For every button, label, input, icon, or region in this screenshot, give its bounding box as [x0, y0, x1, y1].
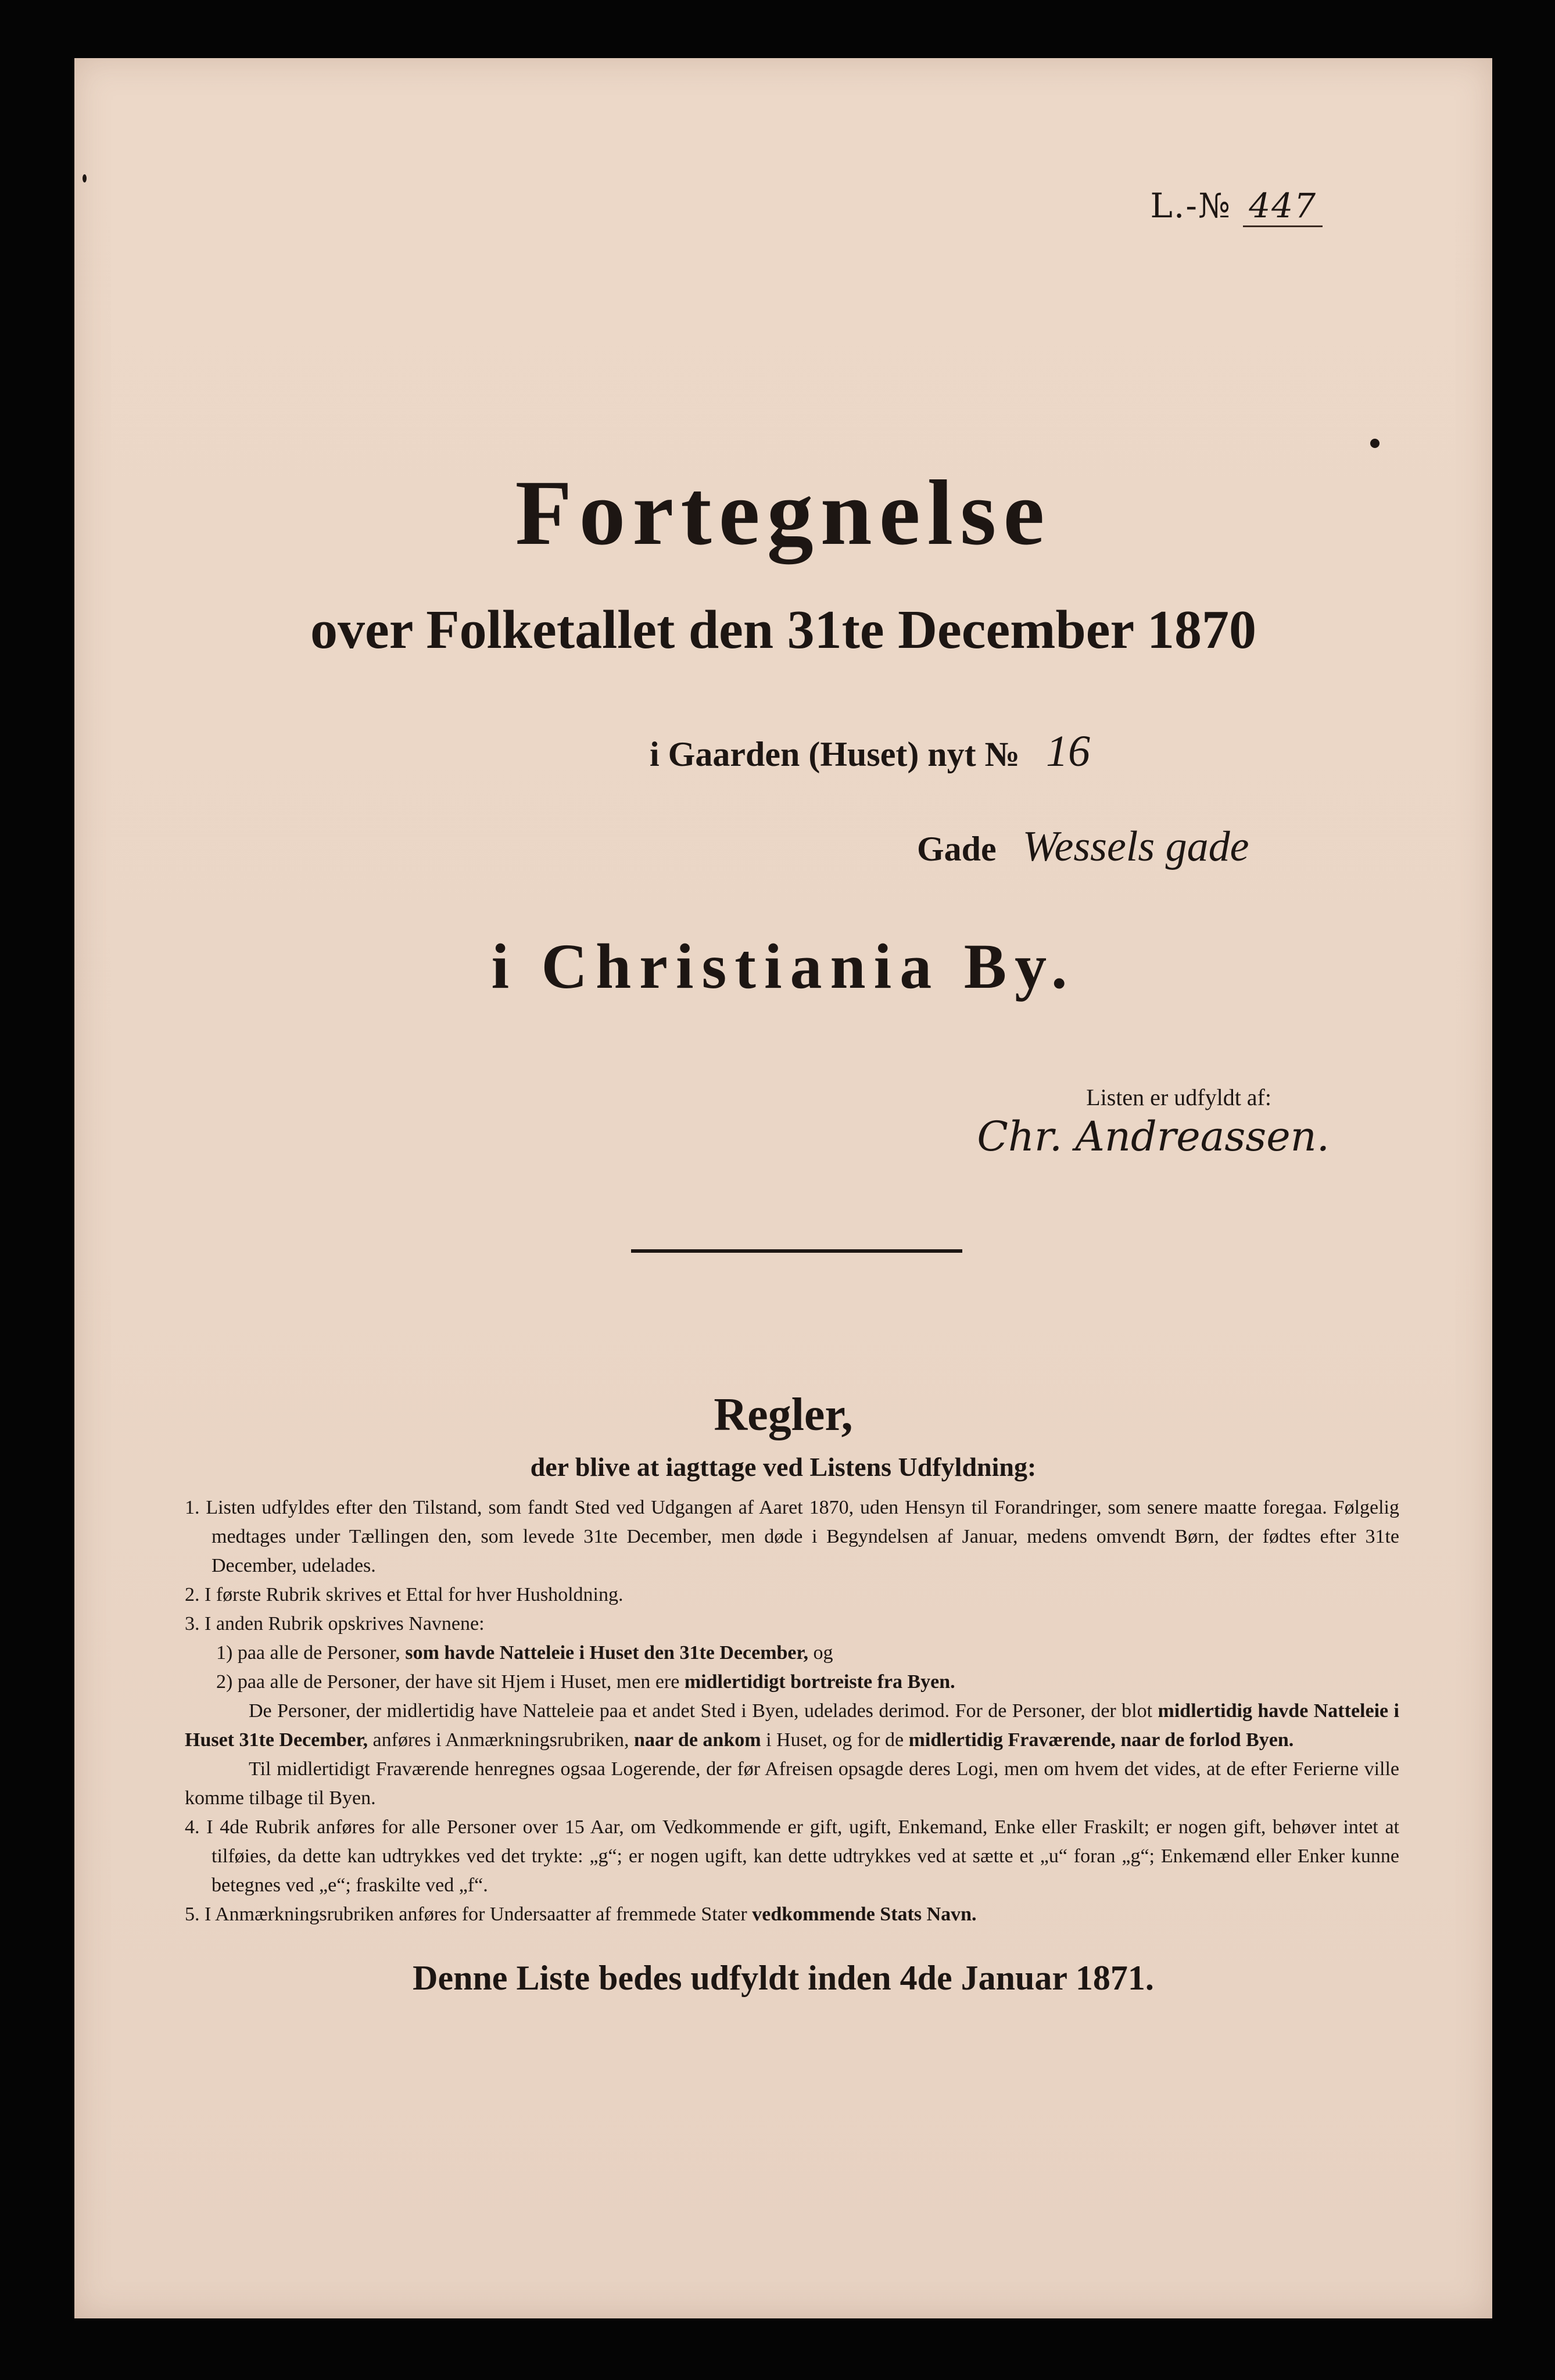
rule-item-3: 3. I anden Rubrik opskrives Navnene:: [185, 1613, 485, 1635]
filled-by-label: Listen er udfyldt af:: [1086, 1084, 1271, 1110]
census-form-sheet: [74, 58, 1492, 2318]
ink-speck: [83, 174, 87, 182]
house-number-handwritten: 16: [1045, 727, 1090, 776]
rule-paragraph-1-e: i Huset, og for de: [766, 1729, 904, 1751]
rule-item-3-2-a: 2) paa alle de Personer, der have sit Hjem i Huset, men ere: [216, 1671, 680, 1693]
house-number-line: [650, 726, 1090, 777]
form-subtitle: over Folketallet den 31te December 1870: [310, 600, 1257, 660]
rule-item-3-1-c: og: [813, 1642, 833, 1664]
rule-paragraph-1-a: De Personer, der midlertidig have Natteleie paa et andet Sted i Byen, udelades derimod. For de Personer, der blot: [249, 1700, 1153, 1722]
ink-speck: [1370, 439, 1380, 448]
list-number-handwritten: 447: [1243, 186, 1323, 227]
list-number: [1150, 186, 1323, 225]
rule-item-5-b: vedkommende Stats Navn.: [752, 1904, 977, 1925]
rule-paragraph-1-f: midlertidig Fraværende, naar de forlod Byen.: [908, 1729, 1294, 1751]
rules-title: Regler,: [714, 1389, 853, 1440]
rule-item-3-1: [185, 1639, 1399, 1668]
rule-item-1: 1. Listen udfyldes efter den Tilstand, som fandt Sted ved Udgangen af Aaret 1870, uden Hensyn til Forandringer, som senere maatte foregaa. Følgelig medtages under Tællingen den, som levede 31te December, men døde i Begyndelsen af Januar, medens omvendt Børn, der fødtes efter 31te December, udelades.: [185, 1497, 1399, 1576]
rule-item-5-a: 5. I Anmærkningsrubriken anføres for Undersaatter af fremmede Stater: [185, 1904, 747, 1925]
rule-paragraph-1-d: naar de ankom: [634, 1729, 761, 1751]
street-label: Gade: [917, 830, 997, 868]
deadline-note: Denne Liste bedes udfyldt inden 4de Januar 1871.: [413, 1959, 1154, 1997]
rule-item-4: 4. I 4de Rubrik anføres for alle Personer over 15 Aar, om Vedkommende er gift, ugift, Enkemand, Enke eller Fraskilt; er nogen gift, behøver intet at tilføies, da dette kan udtrykkes ved det trykte: „g“; er nogen ugift, kan dette udtrykkes ved at sætte et „u“ foran „g“; Enkemænd eller Enker kunne betegnes ved „e“; fraskilte ved „f“.: [185, 1816, 1399, 1896]
city-heading: i Christiania By.: [491, 931, 1076, 1002]
rule-item-3-2: [185, 1668, 1399, 1697]
rules-body: [185, 1493, 1399, 1929]
rule-item-5: [185, 1900, 1399, 1929]
rule-item-3-1-a: 1) paa alle de Personer,: [216, 1642, 400, 1664]
form-title: Fortegnelse: [515, 461, 1052, 564]
rule-paragraph-2: Til midlertidigt Fraværende henregnes ogsaa Logerende, der før Afreisen opsagde deres Logi, men om hvem det vides, at de efter Ferierne ville komme tilbage til Byen.: [185, 1758, 1399, 1809]
filled-by-signature: Chr. Andreassen.: [977, 1113, 1330, 1160]
rule-item-2: 2. I første Rubrik skrives et Ettal for hver Husholdning.: [185, 1584, 624, 1605]
divider-rule: [631, 1249, 962, 1253]
rule-item-3-2-b: midlertidigt bortreiste fra Byen.: [684, 1671, 955, 1693]
house-number-label: i Gaarden (Huset) nyt №: [650, 735, 1020, 773]
rule-paragraph-1-b: midlertidig havde Natteleie i Huset 31te December,: [185, 1700, 1400, 1751]
rule-paragraph-1: [185, 1697, 1399, 1755]
rules-subtitle: der blive at iagttage ved Listens Udfyldning:: [530, 1452, 1037, 1482]
street-line: [917, 822, 1249, 872]
street-handwritten: Wessels gade: [1022, 823, 1249, 870]
list-number-prefix: L.-№: [1150, 186, 1231, 225]
rule-item-3-1-b: som havde Natteleie i Huset den 31te December,: [405, 1642, 808, 1664]
rule-paragraph-1-c: anføres i Anmærkningsrubriken,: [372, 1729, 629, 1751]
